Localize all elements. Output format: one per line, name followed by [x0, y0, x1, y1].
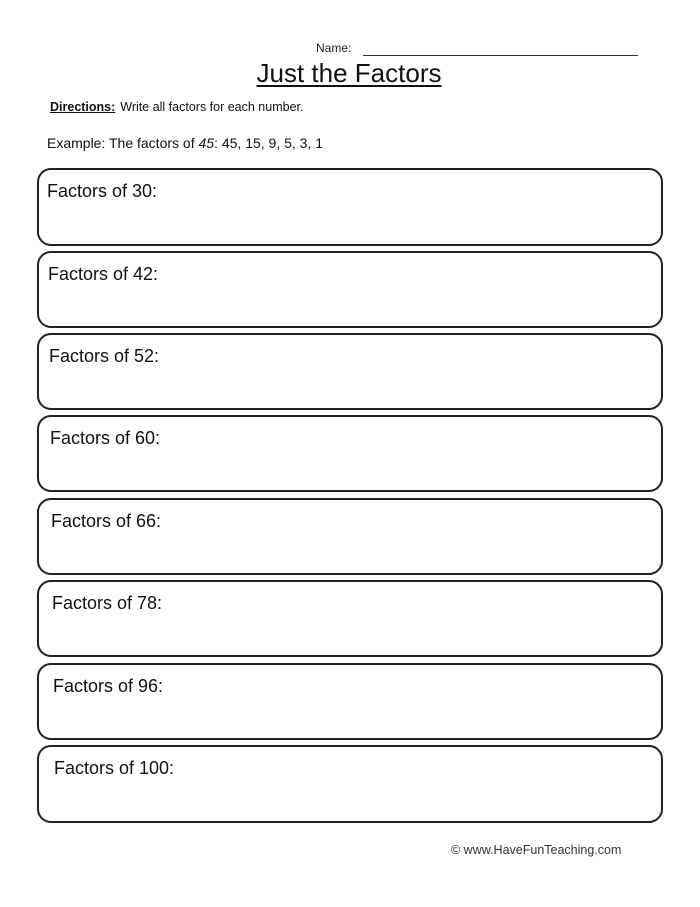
answer-box-52[interactable] — [37, 333, 663, 410]
example — [47, 135, 323, 151]
directions — [50, 100, 303, 114]
example-answer: : 45, 15, 9, 5, 3, 1 — [214, 135, 324, 151]
answer-box-66[interactable] — [37, 498, 663, 575]
title-text: Just the Factors — [256, 58, 442, 88]
name-label: Name: — [316, 41, 352, 55]
problem-label: Factors of 66: — [51, 511, 162, 531]
worksheet-title — [0, 58, 700, 89]
answer-box-100[interactable] — [37, 745, 663, 823]
directions-text: Write all factors for each number. — [120, 100, 304, 114]
problem-label: Factors of 30: — [47, 181, 158, 201]
problem-label: Factors of 60: — [50, 428, 161, 448]
example-number: 45 — [198, 135, 215, 151]
answer-box-96[interactable] — [37, 663, 663, 740]
answer-box-78[interactable] — [37, 580, 663, 657]
answer-box-42[interactable] — [37, 251, 663, 328]
directions-label: Directions: — [50, 100, 116, 114]
problem-label: Factors of 100: — [54, 758, 175, 778]
problem-label: Factors of 42: — [48, 264, 159, 284]
answer-box-60[interactable] — [37, 415, 663, 492]
answer-box-30[interactable] — [37, 168, 663, 246]
footer-copyright: © www.HaveFunTeaching.com — [451, 843, 622, 857]
problem-label: Factors of 52: — [49, 346, 160, 366]
problem-label: Factors of 96: — [53, 676, 164, 696]
problem-label: Factors of 78: — [52, 593, 163, 613]
name-input-line[interactable] — [363, 55, 638, 56]
example-prefix: Example: The factors of — [47, 135, 199, 151]
